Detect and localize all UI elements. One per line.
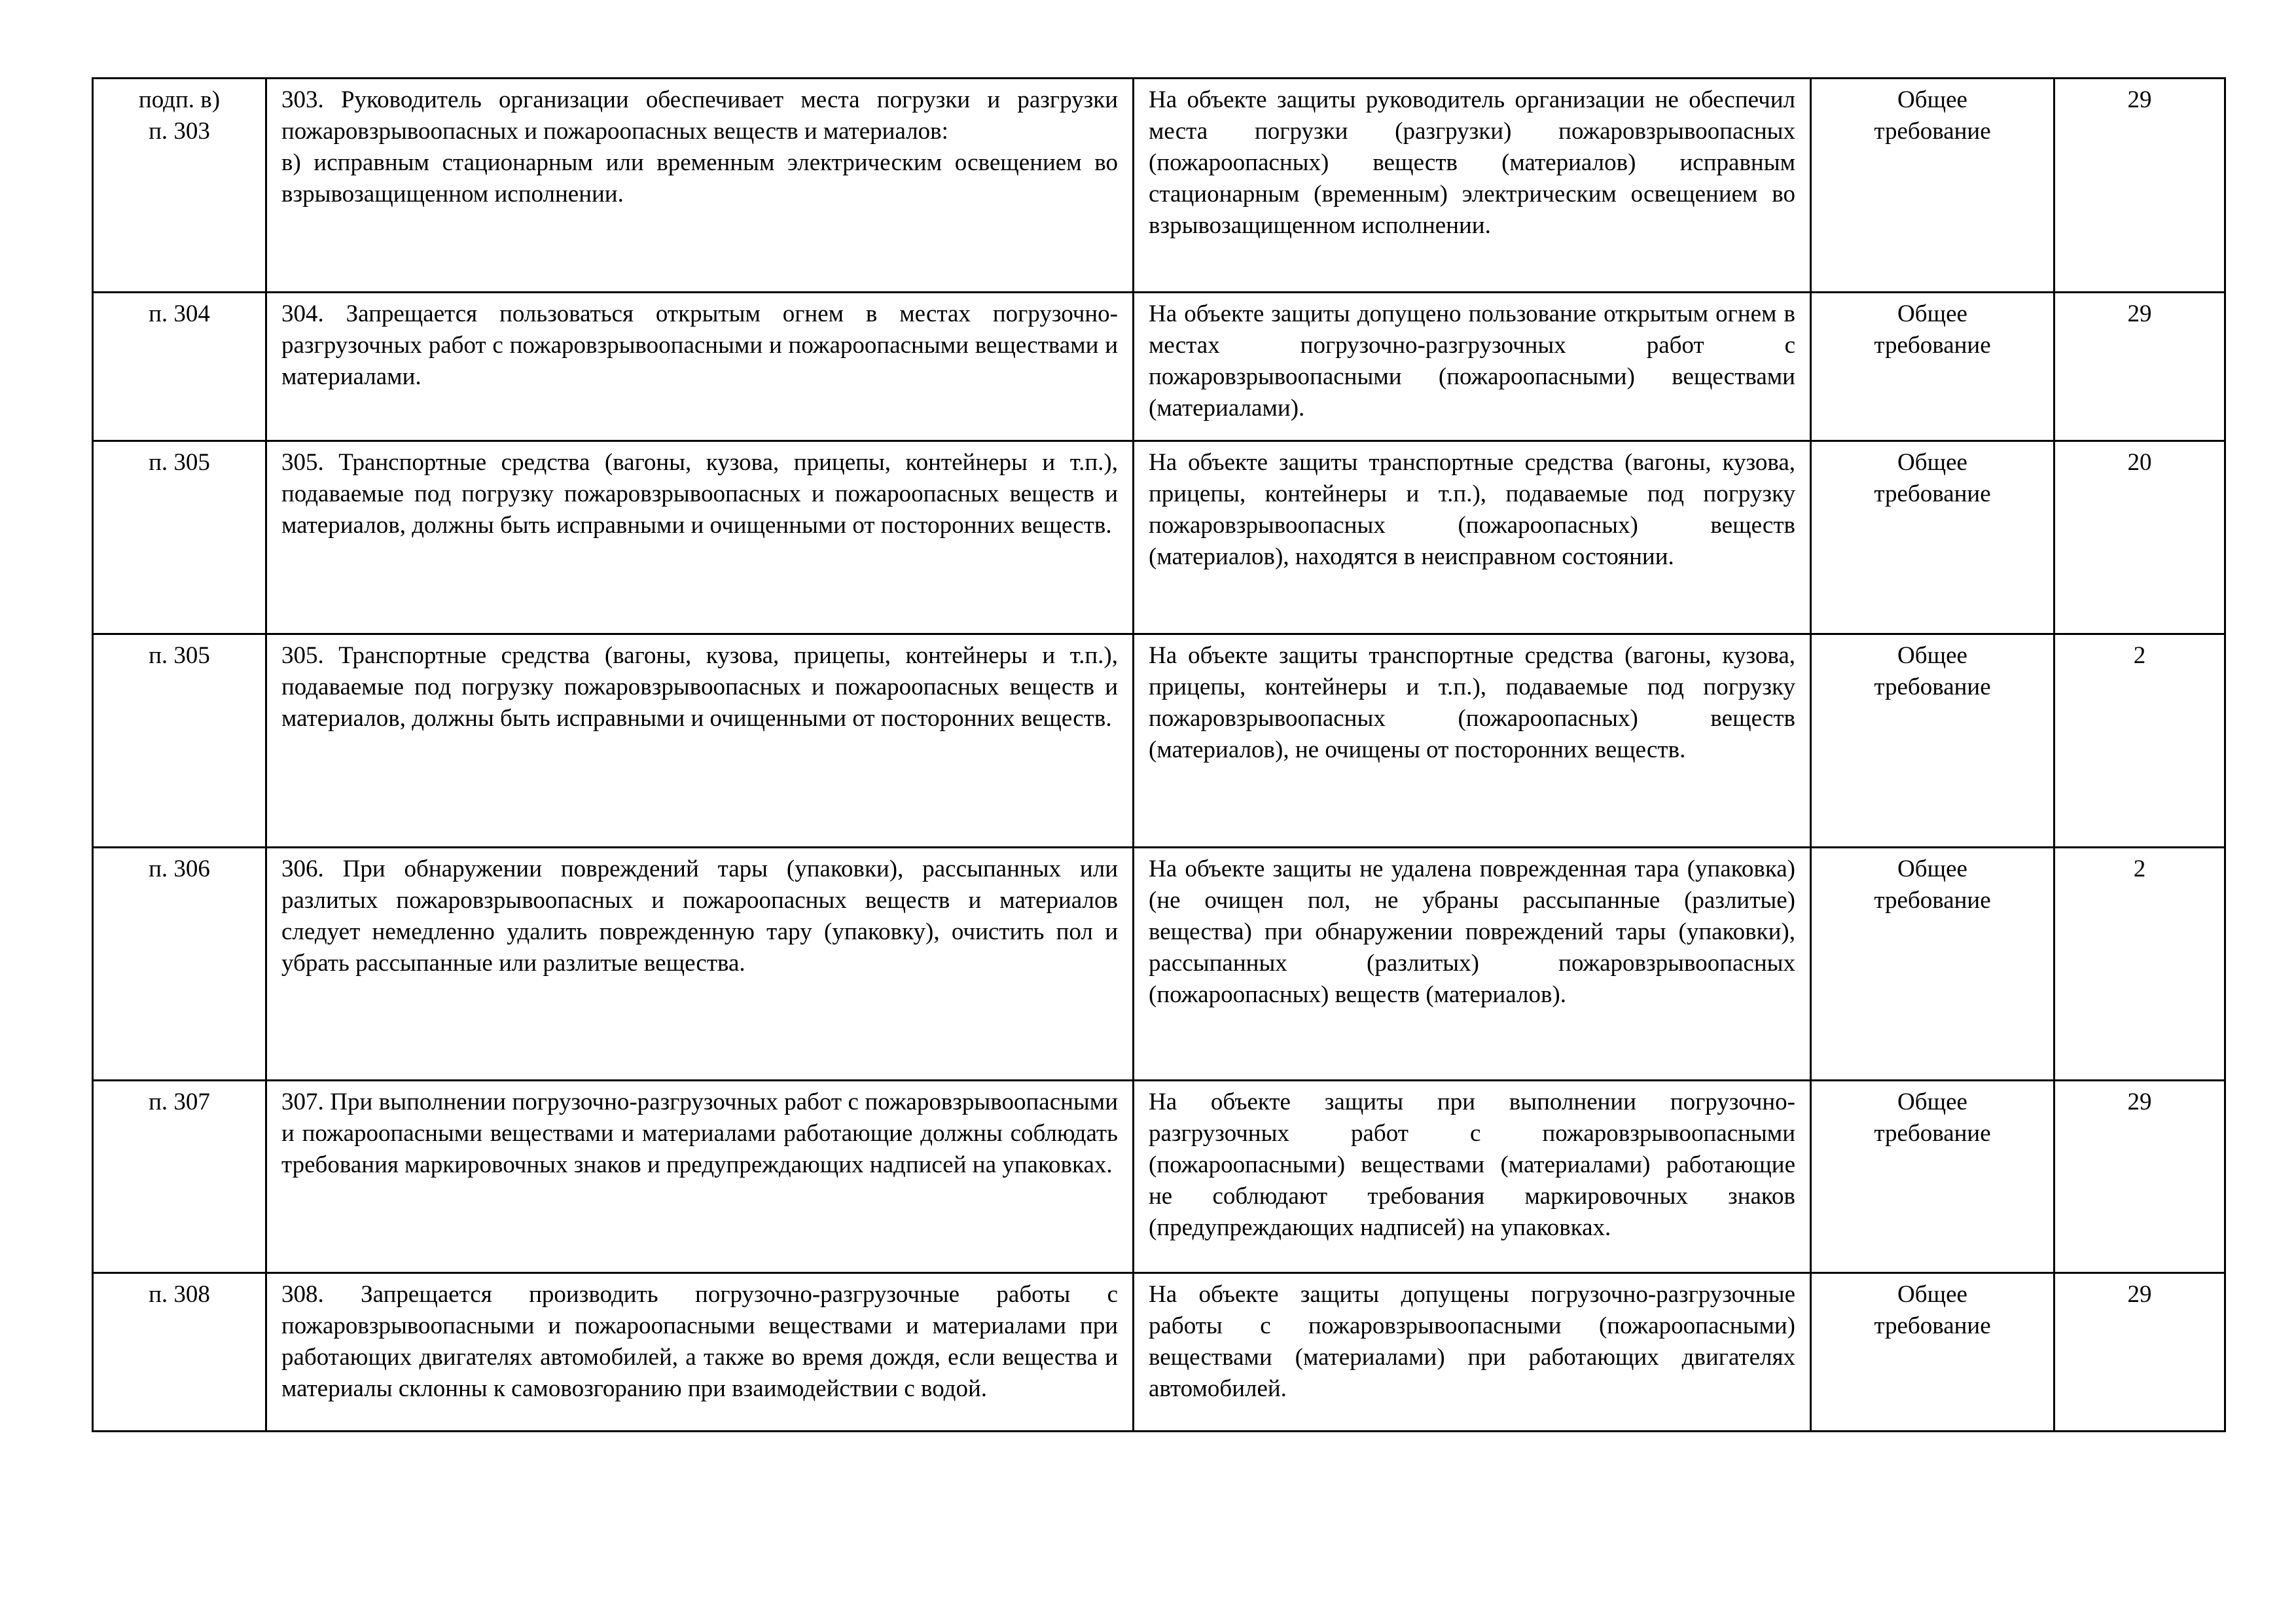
clause-reference: п. 304 bbox=[149, 300, 210, 327]
clause-reference-cell bbox=[93, 79, 266, 293]
table-row bbox=[93, 1273, 2225, 1432]
number-cell bbox=[2054, 1273, 2225, 1432]
requirement-cell bbox=[266, 1273, 1134, 1432]
article-number: 29 bbox=[2127, 1089, 2152, 1115]
requirement-type-cell bbox=[1811, 848, 2054, 1081]
requirement-type: Общее требование bbox=[1874, 449, 1991, 507]
requirement-cell bbox=[266, 848, 1134, 1081]
article-number: 2 bbox=[2133, 856, 2146, 882]
number-cell bbox=[2054, 848, 2225, 1081]
violation-cell bbox=[1134, 1273, 1811, 1432]
requirement-cell bbox=[266, 1081, 1134, 1273]
violation-text: На объекте защиты руководитель организации не обеспечил места погрузки (разгрузки) пожаровзрывоопасных (пожароопасных) веществ (материалов) исправным стационарным (временным) электрическим освещением во взрывозащищенном исполнении. bbox=[1149, 86, 1795, 239]
requirement-type-cell bbox=[1811, 441, 2054, 634]
table-row bbox=[93, 1081, 2225, 1273]
clause-reference: п. 306 bbox=[149, 856, 210, 882]
clause-reference-cell bbox=[93, 1273, 266, 1432]
number-cell bbox=[2054, 634, 2225, 848]
requirement-cell bbox=[266, 441, 1134, 634]
violation-cell bbox=[1134, 79, 1811, 293]
clause-reference: п. 307 bbox=[149, 1089, 210, 1115]
table-row bbox=[93, 848, 2225, 1081]
requirement-type-cell bbox=[1811, 79, 2054, 293]
clause-reference: п. 305 bbox=[149, 449, 210, 476]
requirement-cell bbox=[266, 634, 1134, 848]
number-cell bbox=[2054, 79, 2225, 293]
document-page bbox=[92, 77, 2224, 1432]
clause-reference-cell bbox=[93, 441, 266, 634]
clause-reference: подп. в) п. 303 bbox=[138, 86, 221, 145]
number-cell bbox=[2054, 441, 2225, 634]
requirement-type: Общее требование bbox=[1874, 300, 1991, 359]
requirement-text: 305. Транспортные средства (вагоны, кузова, прицепы, контейнеры и т.п.), подаваемые под погрузку пожаровзрывоопасных и пожароопасных веществ и материалов, должны быть исправными и очищенными от посторонних веществ. bbox=[281, 642, 1118, 732]
table-row bbox=[93, 441, 2225, 634]
table-row bbox=[93, 293, 2225, 441]
clause-reference: п. 308 bbox=[149, 1281, 210, 1308]
violation-text: На объекте защиты при выполнении погрузочно-разгрузочных работ с пожаровзрывоопасными (пожароопасными) веществами (материалами) работающие не соблюдают требования маркировочных знаков (предупреждающих надписей) на упаковках. bbox=[1149, 1089, 1795, 1241]
requirement-type-cell bbox=[1811, 1273, 2054, 1432]
violation-text: На объекте защиты допущено пользование открытым огнем в местах погрузочно-разгрузочных работ с пожаровзрывоопасными (пожароопасными) веществами (материалами). bbox=[1149, 300, 1795, 422]
violation-text: На объекте защиты транспортные средства (вагоны, кузова, прицепы, контейнеры и т.п.), подаваемые под погрузку пожаровзрывоопасных (пожароопасных) веществ (материалов), находятся в неисправном состоянии. bbox=[1149, 449, 1795, 570]
requirement-type: Общее требование bbox=[1874, 856, 1991, 914]
violation-cell bbox=[1134, 1081, 1811, 1273]
violation-cell bbox=[1134, 293, 1811, 441]
article-number: 20 bbox=[2127, 449, 2152, 476]
violation-cell bbox=[1134, 441, 1811, 634]
requirement-text: 307. При выполнении погрузочно-разгрузочных работ с пожаровзрывоопасными и пожароопасными веществами и материалами работающие должны соблюдать требования маркировочных знаков и предупреждающих надписей на упаковках. bbox=[281, 1089, 1118, 1178]
article-number: 29 bbox=[2127, 1281, 2152, 1308]
article-number: 29 bbox=[2127, 86, 2152, 113]
clause-reference-cell bbox=[93, 1081, 266, 1273]
requirement-text: 304. Запрещается пользоваться открытым огнем в местах погрузочно-разгрузочных работ с пожаровзрывоопасными и пожароопасными веществами и материалами. bbox=[281, 300, 1118, 390]
requirement-type: Общее требование bbox=[1874, 86, 1991, 145]
requirement-cell bbox=[266, 293, 1134, 441]
requirement-text: 308. Запрещается производить погрузочно-разгрузочные работы с пожаровзрывоопасными и пожароопасными веществами и материалами при работающих двигателях автомобилей, а также во время дождя, если вещества и материалы склонны к самовозгоранию при взаимодействии с водой. bbox=[281, 1281, 1118, 1402]
requirement-type-cell bbox=[1811, 293, 2054, 441]
clause-reference-cell bbox=[93, 848, 266, 1081]
clause-reference: п. 305 bbox=[149, 642, 210, 669]
violation-text: На объекте защиты не удалена поврежденная тара (упаковка) (не очищен пол, не убраны рассыпанные (разлитые) вещества) при обнаружении повреждений тары (упаковки), рассыпанных (разлитых) пожаровзрывоопасных (пожароопасных) веществ (материалов). bbox=[1149, 856, 1795, 1008]
table-row bbox=[93, 79, 2225, 293]
article-number: 2 bbox=[2133, 642, 2146, 669]
requirement-cell bbox=[266, 79, 1134, 293]
violation-cell bbox=[1134, 634, 1811, 848]
violation-text: На объекте защиты допущены погрузочно-разгрузочные работы с пожаровзрывоопасными (пожароопасными) веществами (материалами) при работающих двигателях автомобилей. bbox=[1149, 1281, 1795, 1402]
requirements-table-body bbox=[93, 79, 2225, 1432]
requirement-text: 306. При обнаружении повреждений тары (упаковки), рассыпанных или разлитых пожаровзрывоопасных и пожароопасных веществ и материалов следует немедленно удалить поврежденную тару (упаковку), очистить пол и убрать рассыпанные или разлитые вещества. bbox=[281, 856, 1118, 977]
requirement-text: 305. Транспортные средства (вагоны, кузова, прицепы, контейнеры и т.п.), подаваемые под погрузку пожаровзрывоопасных и пожароопасных веществ и материалов, должны быть исправными и очищенными от посторонних веществ. bbox=[281, 449, 1118, 539]
requirements-table bbox=[92, 77, 2226, 1432]
requirement-type: Общее требование bbox=[1874, 1281, 1991, 1339]
violation-cell bbox=[1134, 848, 1811, 1081]
violation-text: На объекте защиты транспортные средства (вагоны, кузова, прицепы, контейнеры и т.п.), подаваемые под погрузку пожаровзрывоопасных (пожароопасных) веществ (материалов), не очищены от посторонних веществ. bbox=[1149, 642, 1795, 763]
requirement-type: Общее требование bbox=[1874, 1089, 1991, 1147]
clause-reference-cell bbox=[93, 293, 266, 441]
article-number: 29 bbox=[2127, 300, 2152, 327]
requirement-type-cell bbox=[1811, 1081, 2054, 1273]
table-row bbox=[93, 634, 2225, 848]
requirement-type-cell bbox=[1811, 634, 2054, 848]
requirement-type: Общее требование bbox=[1874, 642, 1991, 700]
number-cell bbox=[2054, 1081, 2225, 1273]
number-cell bbox=[2054, 293, 2225, 441]
clause-reference-cell bbox=[93, 634, 266, 848]
requirement-text: 303. Руководитель организации обеспечивает места погрузки и разгрузки пожаровзрывоопасных и пожароопасных веществ и материалов: в) исправным стационарным или временным электрическим освещением во взрывозащищенном исполнении. bbox=[281, 86, 1118, 208]
